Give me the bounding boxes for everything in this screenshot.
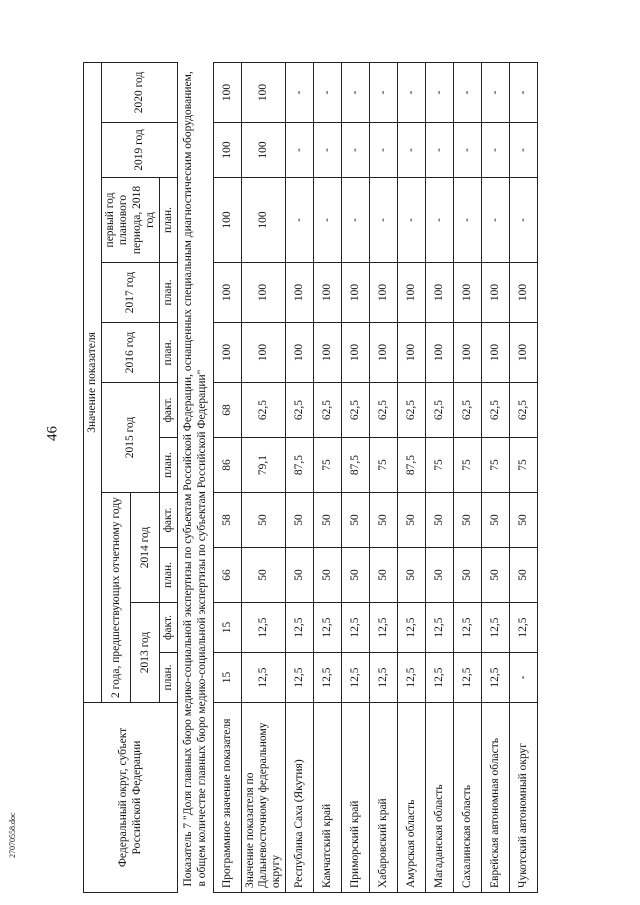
value-cell: 100: [482, 323, 510, 383]
value-cell: -: [454, 123, 482, 178]
value-cell: 100: [314, 323, 342, 383]
value-cell: 12,5: [241, 603, 286, 653]
indicator-title: Показатель 7 "Доля главных бюро медико-социальной экспертизы по субъектам Российской Федерации, оснащенных специальным диагностическим оборудованием, в общем количестве главных бюро медико-социальной экспертизы по субъектам Российской Федерации": [178, 62, 213, 892]
value-cell: -: [314, 123, 342, 178]
value-cell: -: [510, 62, 538, 122]
value-cell: 75: [370, 438, 398, 493]
value-cell: -: [482, 123, 510, 178]
value-cell: -: [342, 123, 370, 178]
value-cell: 58: [213, 493, 241, 548]
value-cell: 100: [398, 323, 426, 383]
value-cell: -: [510, 178, 538, 263]
plan-label: план.: [160, 323, 178, 383]
value-cell: 50: [286, 548, 314, 603]
value-cell: 100: [286, 323, 314, 383]
value-cell: 100: [241, 263, 286, 323]
value-cell: 50: [454, 493, 482, 548]
value-cell: -: [342, 178, 370, 263]
value-cell: 12,5: [314, 653, 342, 703]
rotated-page-content: [83, 63, 585, 893]
table-row: [510, 62, 538, 892]
value-cell: 12,5: [454, 653, 482, 703]
year-2019-header: 2019 год: [102, 123, 178, 178]
value-cell: 87,5: [286, 438, 314, 493]
value-cell: 62,5: [286, 383, 314, 438]
value-cell: 62,5: [342, 383, 370, 438]
value-cell: -: [286, 123, 314, 178]
year-2017-header: 2017 год: [102, 263, 160, 323]
value-cell: -: [454, 178, 482, 263]
plan-label: план.: [160, 653, 178, 703]
value-cell: 100: [398, 263, 426, 323]
value-cell: 12,5: [482, 603, 510, 653]
value-cell: 100: [454, 263, 482, 323]
value-cell: 50: [398, 548, 426, 603]
value-cell: 75: [314, 438, 342, 493]
value-cell: -: [482, 178, 510, 263]
value-cell: -: [454, 62, 482, 122]
region-name-cell: Камчатский край: [314, 703, 342, 893]
value-cell: 100: [241, 62, 286, 122]
indicator-table: [83, 62, 538, 893]
year-2016-header: 2016 год: [102, 323, 160, 383]
plan-label: план.: [160, 263, 178, 323]
region-name-cell: Республика Саха (Якутия): [286, 703, 314, 893]
value-cell: 100: [213, 178, 241, 263]
value-cell: -: [398, 178, 426, 263]
year-2018-header: первый год планового периода, 2018 год: [102, 178, 160, 263]
value-cell: 62,5: [241, 383, 286, 438]
value-cell: 50: [454, 548, 482, 603]
value-cell: 12,5: [342, 603, 370, 653]
year-2020-header: 2020 год: [102, 62, 178, 122]
fact-label: факт.: [160, 383, 178, 438]
table-row: [286, 62, 314, 892]
region-name-cell: Амурская область: [398, 703, 426, 893]
region-name-cell: Программное значение показателя: [213, 703, 241, 893]
table-row: [241, 62, 286, 892]
value-cell: -: [370, 178, 398, 263]
value-cell: 12,5: [314, 603, 342, 653]
value-cell: -: [314, 178, 342, 263]
value-cell: 100: [213, 62, 241, 122]
table-row: [482, 62, 510, 892]
value-cell: 75: [426, 438, 454, 493]
value-cell: 12,5: [510, 603, 538, 653]
year-2014-header: 2014 год: [131, 493, 160, 603]
table-row: [426, 62, 454, 892]
value-cell: 50: [510, 493, 538, 548]
value-cell: 12,5: [286, 653, 314, 703]
value-cell: 50: [398, 493, 426, 548]
table-row: [342, 62, 370, 892]
value-cell: 12,5: [482, 653, 510, 703]
value-cell: -: [482, 62, 510, 122]
value-cell: -: [398, 123, 426, 178]
plan-label: план.: [160, 178, 178, 263]
value-cell: -: [342, 62, 370, 122]
value-cell: 12,5: [286, 603, 314, 653]
value-group-header: Значение показателя: [84, 62, 102, 702]
value-cell: 79,1: [241, 438, 286, 493]
value-cell: -: [510, 123, 538, 178]
fact-label: факт.: [160, 603, 178, 653]
value-cell: 100: [426, 323, 454, 383]
value-cell: 12,5: [426, 653, 454, 703]
value-cell: 50: [370, 548, 398, 603]
value-cell: 15: [213, 653, 241, 703]
value-cell: 100: [314, 263, 342, 323]
value-cell: 62,5: [510, 383, 538, 438]
value-cell: 12,5: [241, 653, 286, 703]
value-cell: 66: [213, 548, 241, 603]
table-row: [213, 62, 241, 892]
value-cell: 100: [241, 178, 286, 263]
value-cell: -: [398, 62, 426, 122]
value-cell: -: [286, 178, 314, 263]
value-cell: 100: [426, 263, 454, 323]
value-cell: 100: [213, 263, 241, 323]
value-cell: 100: [482, 263, 510, 323]
value-cell: 100: [342, 263, 370, 323]
value-cell: 62,5: [426, 383, 454, 438]
region-name-cell: Сахалинская область: [454, 703, 482, 893]
value-cell: 50: [342, 493, 370, 548]
value-cell: 100: [454, 323, 482, 383]
value-cell: -: [370, 123, 398, 178]
value-cell: 100: [286, 263, 314, 323]
value-cell: 87,5: [342, 438, 370, 493]
region-name-cell: Приморский край: [342, 703, 370, 893]
value-cell: -: [314, 62, 342, 122]
value-cell: 50: [286, 493, 314, 548]
value-cell: 75: [454, 438, 482, 493]
value-cell: 12,5: [370, 603, 398, 653]
value-cell: -: [426, 62, 454, 122]
table-row: [398, 62, 426, 892]
region-name-cell: Значение показателя по Дальневосточному федеральному округу: [241, 703, 286, 893]
value-cell: 62,5: [482, 383, 510, 438]
value-cell: 15: [213, 603, 241, 653]
value-cell: 50: [482, 548, 510, 603]
value-cell: 100: [241, 123, 286, 178]
value-cell: 50: [482, 493, 510, 548]
year-2015-header: 2015 год: [102, 383, 160, 493]
region-column-header: Федеральный округ, субъект Российской Федерации: [84, 703, 178, 893]
value-cell: 75: [510, 438, 538, 493]
value-cell: 12,5: [398, 653, 426, 703]
year-2013-header: 2013 год: [131, 603, 160, 703]
value-cell: 100: [241, 323, 286, 383]
value-cell: -: [370, 62, 398, 122]
value-cell: 100: [213, 323, 241, 383]
value-cell: 50: [426, 548, 454, 603]
value-cell: 50: [314, 548, 342, 603]
value-cell: 100: [342, 323, 370, 383]
value-cell: 62,5: [454, 383, 482, 438]
value-cell: 62,5: [398, 383, 426, 438]
document-code: 27070558.doc: [8, 812, 17, 858]
value-cell: -: [426, 123, 454, 178]
value-cell: 100: [370, 323, 398, 383]
value-cell: 100: [510, 323, 538, 383]
region-name-cell: Магаданская область: [426, 703, 454, 893]
value-cell: 50: [510, 548, 538, 603]
table-row: [454, 62, 482, 892]
table-row: [370, 62, 398, 892]
value-cell: 100: [213, 123, 241, 178]
plan-label: план.: [160, 438, 178, 493]
plan-label: план.: [160, 548, 178, 603]
value-cell: 12,5: [454, 603, 482, 653]
value-cell: -: [286, 62, 314, 122]
value-cell: 100: [510, 263, 538, 323]
page-number: 46: [44, 426, 61, 441]
value-cell: -: [426, 178, 454, 263]
value-cell: 50: [314, 493, 342, 548]
region-name-cell: Чукотский автономный округ: [510, 703, 538, 893]
value-cell: 68: [213, 383, 241, 438]
value-cell: 75: [482, 438, 510, 493]
value-cell: 87,5: [398, 438, 426, 493]
region-name-cell: Еврейская автономная область: [482, 703, 510, 893]
prev-years-header: 2 года, предшествующих отчетному году: [102, 493, 131, 703]
table-row: [314, 62, 342, 892]
value-cell: 100: [370, 263, 398, 323]
value-cell: 50: [342, 548, 370, 603]
fact-label: факт.: [160, 493, 178, 548]
value-cell: -: [510, 653, 538, 703]
value-cell: 62,5: [370, 383, 398, 438]
value-cell: 12,5: [398, 603, 426, 653]
value-cell: 86: [213, 438, 241, 493]
value-cell: 50: [426, 493, 454, 548]
value-cell: 50: [241, 548, 286, 603]
value-cell: 62,5: [314, 383, 342, 438]
value-cell: 50: [241, 493, 286, 548]
value-cell: 12,5: [370, 653, 398, 703]
value-cell: 50: [370, 493, 398, 548]
region-name-cell: Хабаровский край: [370, 703, 398, 893]
value-cell: 12,5: [426, 603, 454, 653]
value-cell: 12,5: [342, 653, 370, 703]
